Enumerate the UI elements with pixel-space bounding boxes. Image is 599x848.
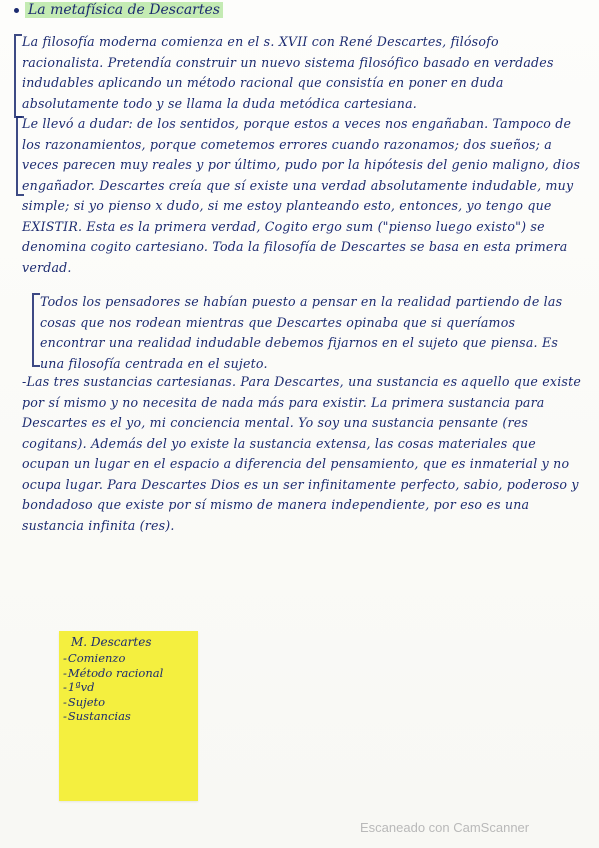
bracket-mark [14,34,22,118]
bracket-mark [32,293,40,367]
sticky-heading: M. Descartes [71,635,152,649]
bullet-icon [14,8,19,13]
sticky-item: - Método racional [63,666,163,681]
scanner-watermark: Escaneado con CamScanner [360,820,530,835]
page-title: La metafísica de Descartes [14,2,223,18]
sticky-list [63,651,163,724]
sticky-note [59,631,198,801]
paragraph-1: La filosofía moderna comienza en el s. XVII con René Descartes, filósofo racionalista. Pretendía construir un nuevo sistema filosófico basado en verdades indudables aplicando un método racional que consistía en poner en duda absolutamente todo y se llama la duda metódica cartesiana. [22,34,554,111]
paragraph-4: -Las tres sustancias cartesianas. Para Descartes, una sustancia es aquello que existe por sí mismo y no necesita de nada más para existir. La primera sustancia para Descartes es el yo, mi conciencia mental. Yo soy una sustancia pensante (res cogitans). Además del yo existe la sustancia extensa, las cosas materiales que ocupan un lugar en el espacio a diferencia del pensamiento, que es inmaterial y no ocupa lugar. Para Descartes Dios es un ser infinitamente perfecto, sabio, poderoso y bondadoso que existe por sí mismo de manera independiente, por eso es una sustancia infinita (res). [22,374,581,533]
sticky-item: - Sujeto [63,695,163,710]
sticky-item: - Comienzo [63,651,163,666]
paragraph-3: Todos los pensadores se habían puesto a pensar en la realidad partiendo de las cosas que nos rodean mientras que Descartes opinaba que si queríamos encontrar una realidad indudable debemos fijarnos en el sujeto que piensa. Es una filosofía centrada en el sujeto. [40,294,563,371]
sticky-item: - 1ªvd [63,680,163,695]
sticky-item: - Sustancias [63,709,163,724]
paragraph-2: Le llevó a dudar: de los sentidos, porque estos a veces nos engañaban. Tampoco de los razonamientos, porque cometemos errores cuando razonamos; dos sueños; a veces parecen muy reales y por último, pudo por la hipótesis del genio maligno, dios engañador. Descartes creía que sí existe una verdad absolutamente indudable, muy simple; si yo pienso x dudo, si me estoy planteando esto, entonces, yo tengo que EXISTIR. Esta es la primera verdad, Cogito ergo sum ("pienso luego existo") se denomina cogito cartesiano. Toda la filosofía de Descartes se basa en esta primera verdad. [22,116,581,275]
